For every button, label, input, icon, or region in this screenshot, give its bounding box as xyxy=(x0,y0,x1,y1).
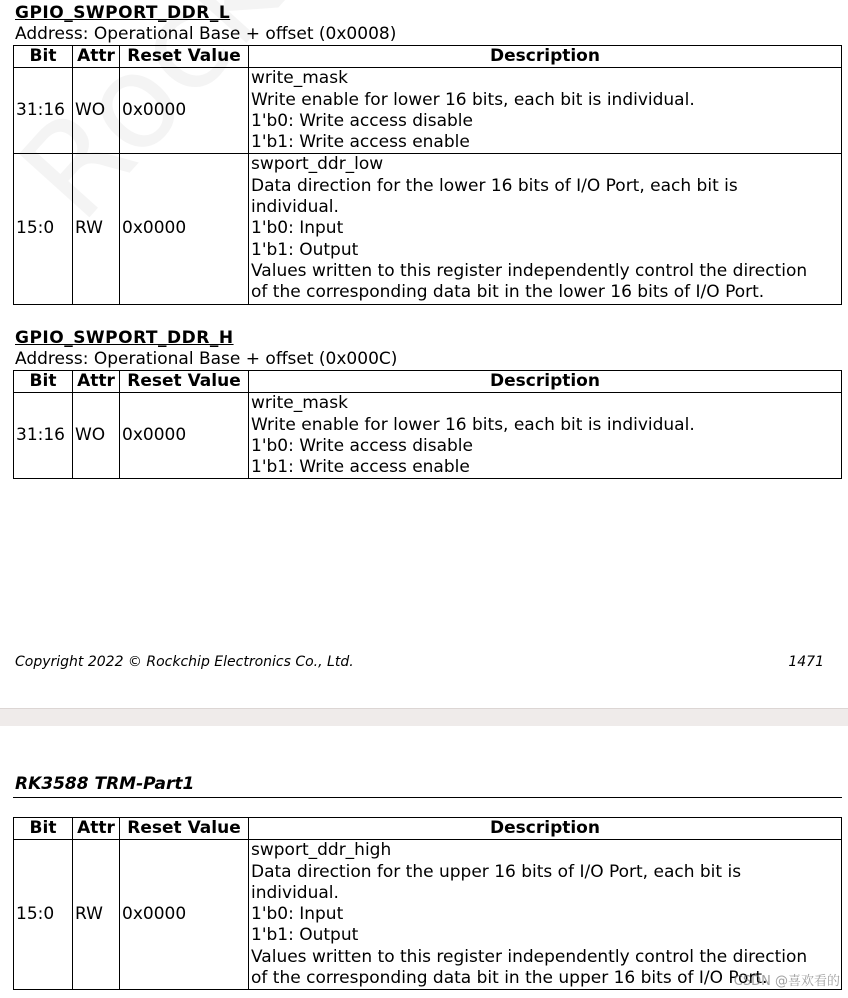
header-description: Description xyxy=(249,46,842,68)
desc-line: 1'b1: Write access enable xyxy=(251,457,470,478)
table-row xyxy=(14,393,842,479)
desc-line: individual. xyxy=(251,882,339,903)
desc-line: 1'b1: Write access enable xyxy=(251,132,470,153)
desc-line: 1'b0: Input xyxy=(251,218,344,239)
desc-line: 1'b0: Write access disable xyxy=(251,435,473,456)
cell-reset: 0x0000 xyxy=(120,154,249,304)
desc-line: write_mask xyxy=(251,68,348,89)
desc-line: Data direction for the lower 16 bits of I/O Port, each bit is xyxy=(251,175,738,196)
table-header-row xyxy=(14,818,842,840)
page-separator xyxy=(0,708,848,726)
cell-description xyxy=(249,840,842,990)
table-row xyxy=(14,154,842,304)
part-title: RK3588 TRM-Part1 xyxy=(15,774,195,794)
cell-reset: 0x0000 xyxy=(120,393,249,479)
table-header-row xyxy=(14,46,842,68)
csdn-watermark: CSDN @喜欢看的 xyxy=(733,974,840,989)
header-rule xyxy=(13,797,842,798)
header-description: Description xyxy=(249,818,842,840)
header-reset-value: Reset Value xyxy=(120,371,249,393)
desc-line: swport_ddr_high xyxy=(251,840,392,861)
register-table xyxy=(13,817,842,990)
desc-line: 1'b1: Output xyxy=(251,239,359,260)
cell-description xyxy=(249,154,842,304)
desc-line: Values written to this register independently control the direction xyxy=(251,946,808,967)
cell-bit: 31:16 xyxy=(14,393,73,479)
header-attr: Attr xyxy=(73,371,120,393)
cell-reset: 0x0000 xyxy=(120,840,249,990)
desc-line: write_mask xyxy=(251,393,348,414)
header-bit: Bit xyxy=(14,818,73,840)
desc-line: Write enable for lower 16 bits, each bit is individual. xyxy=(251,414,695,435)
desc-line: 1'b0: Write access disable xyxy=(251,110,473,131)
desc-line: 1'b0: Input xyxy=(251,904,344,925)
desc-line: Values written to this register independently control the direction xyxy=(251,260,808,281)
header-reset-value: Reset Value xyxy=(120,46,249,68)
header-attr: Attr xyxy=(73,818,120,840)
register-table xyxy=(13,45,842,305)
cell-attr: RW xyxy=(73,154,120,304)
table-row xyxy=(14,68,842,154)
register-address: Address: Operational Base + offset (0x0008) xyxy=(15,24,397,44)
desc-line: of the corresponding data bit in the lower 16 bits of I/O Port. xyxy=(251,282,765,303)
cell-attr: RW xyxy=(73,840,120,990)
cell-bit: 15:0 xyxy=(14,840,73,990)
desc-line: swport_ddr_low xyxy=(251,154,384,175)
desc-line: 1'b1: Output xyxy=(251,925,359,946)
desc-line: Data direction for the upper 16 bits of I/O Port, each bit is xyxy=(251,861,742,882)
header-attr: Attr xyxy=(73,46,120,68)
header-bit: Bit xyxy=(14,371,73,393)
header-description: Description xyxy=(249,371,842,393)
cell-description xyxy=(249,68,842,154)
cell-reset: 0x0000 xyxy=(120,68,249,154)
register-address: Address: Operational Base + offset (0x000C) xyxy=(15,349,398,369)
header-bit: Bit xyxy=(14,46,73,68)
desc-line: Write enable for lower 16 bits, each bit is individual. xyxy=(251,89,695,110)
desc-line: of the corresponding data bit in the upper 16 bits of I/O Port. xyxy=(251,968,768,989)
desc-line: individual. xyxy=(251,197,339,218)
cell-bit: 15:0 xyxy=(14,154,73,304)
cell-attr: WO xyxy=(73,393,120,479)
cell-attr: WO xyxy=(73,68,120,154)
table-header-row xyxy=(14,371,842,393)
header-reset-value: Reset Value xyxy=(120,818,249,840)
register-title: GPIO_SWPORT_DDR_L xyxy=(15,3,231,23)
cell-bit: 31:16 xyxy=(14,68,73,154)
register-table xyxy=(13,370,842,479)
footer-copyright: Copyright 2022 © Rockchip Electronics Co., Ltd. xyxy=(15,654,354,670)
register-title: GPIO_SWPORT_DDR_H xyxy=(15,328,234,348)
table-row xyxy=(14,840,842,990)
cell-description xyxy=(249,393,842,479)
footer-page-number: 1471 xyxy=(788,654,824,670)
